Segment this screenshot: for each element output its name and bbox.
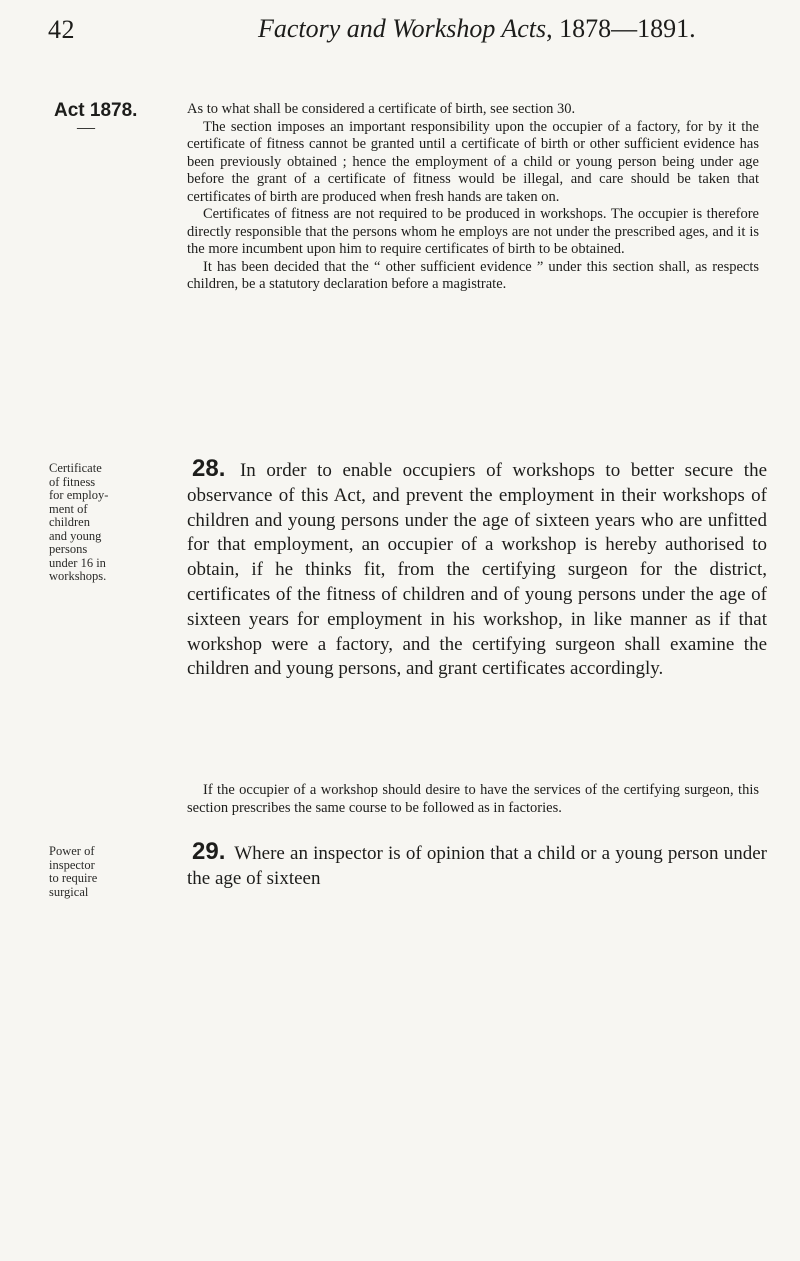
note-paragraph: As to what shall be considered a certificate of birth, see section 30. [187,101,576,117]
act-label: Act 1878. [54,100,138,121]
note-paragraph: If the occupier of a workshop should desire to have the services of the certifying surgeon, this section prescribes the same course to be followed as in factories. [187,782,759,816]
section-29-paragraph [187,840,767,892]
section-29 [187,840,767,892]
running-head-title: Factory and Workshop Acts [258,14,547,43]
running-head [258,14,696,44]
section-28 [187,457,767,682]
running-head-years: , 1878—1891. [546,14,696,43]
act-dash: — [77,117,95,137]
page-number: 42 [48,15,75,44]
section-29-number: 29. [192,838,226,865]
sidenote-section-29: Power of inspector to require surgical [49,844,98,899]
note-paragraph: It has been decided that the “ other sufficient evidence ” under this section shall, as respects children, be a statutory declaration before a magistrate. [187,258,759,292]
note-paragraph: Certificates of fitness are not required to be produced in workshops. The occupier is therefore directly responsible that the persons whom he employs are not under the prescribed ages, and it is the more incumbent upon him to require certificates of birth to be obtained. [187,206,759,257]
notes-top [187,101,759,294]
section-28-number: 28. [192,455,226,482]
section-29-text: Where an inspector is of opinion that a child or a young person under the age of sixteen [187,843,767,889]
sidenote-section-28: Certificate of fitness for employ- ment of children and young persons under 16 in workshops. [49,461,109,583]
section-28-paragraph [187,457,767,682]
note-section-28 [187,782,759,817]
note-paragraph: The section imposes an important responsibility upon the occupier of a factory, for by it the certificate of fitness cannot be granted until a certificate of birth or other sufficient evidence has been previously obtained ; hence the employment of a child or young person being under age before the grant of a certificate of fitness would be illegal, and care should be taken that certificates of birth are produced when fresh hands are taken on. [187,118,759,205]
section-28-text: In order to enable occupiers of workshops to better secure the observance of this Act, and prevent the employment in their workshops of children and young persons under the age of sixteen years who are unfitted for that employment, an occupier of a workshop is hereby authorised to obtain, if he thinks fit, from the certifying surgeon for the district, certificates of the fitness of children and of young persons under the age of sixteen years for employment in his workshop, in like manner as if that workshop were a factory, and the certifying surgeon shall examine the children and young persons, and grant certificates accordingly. [187,460,768,680]
